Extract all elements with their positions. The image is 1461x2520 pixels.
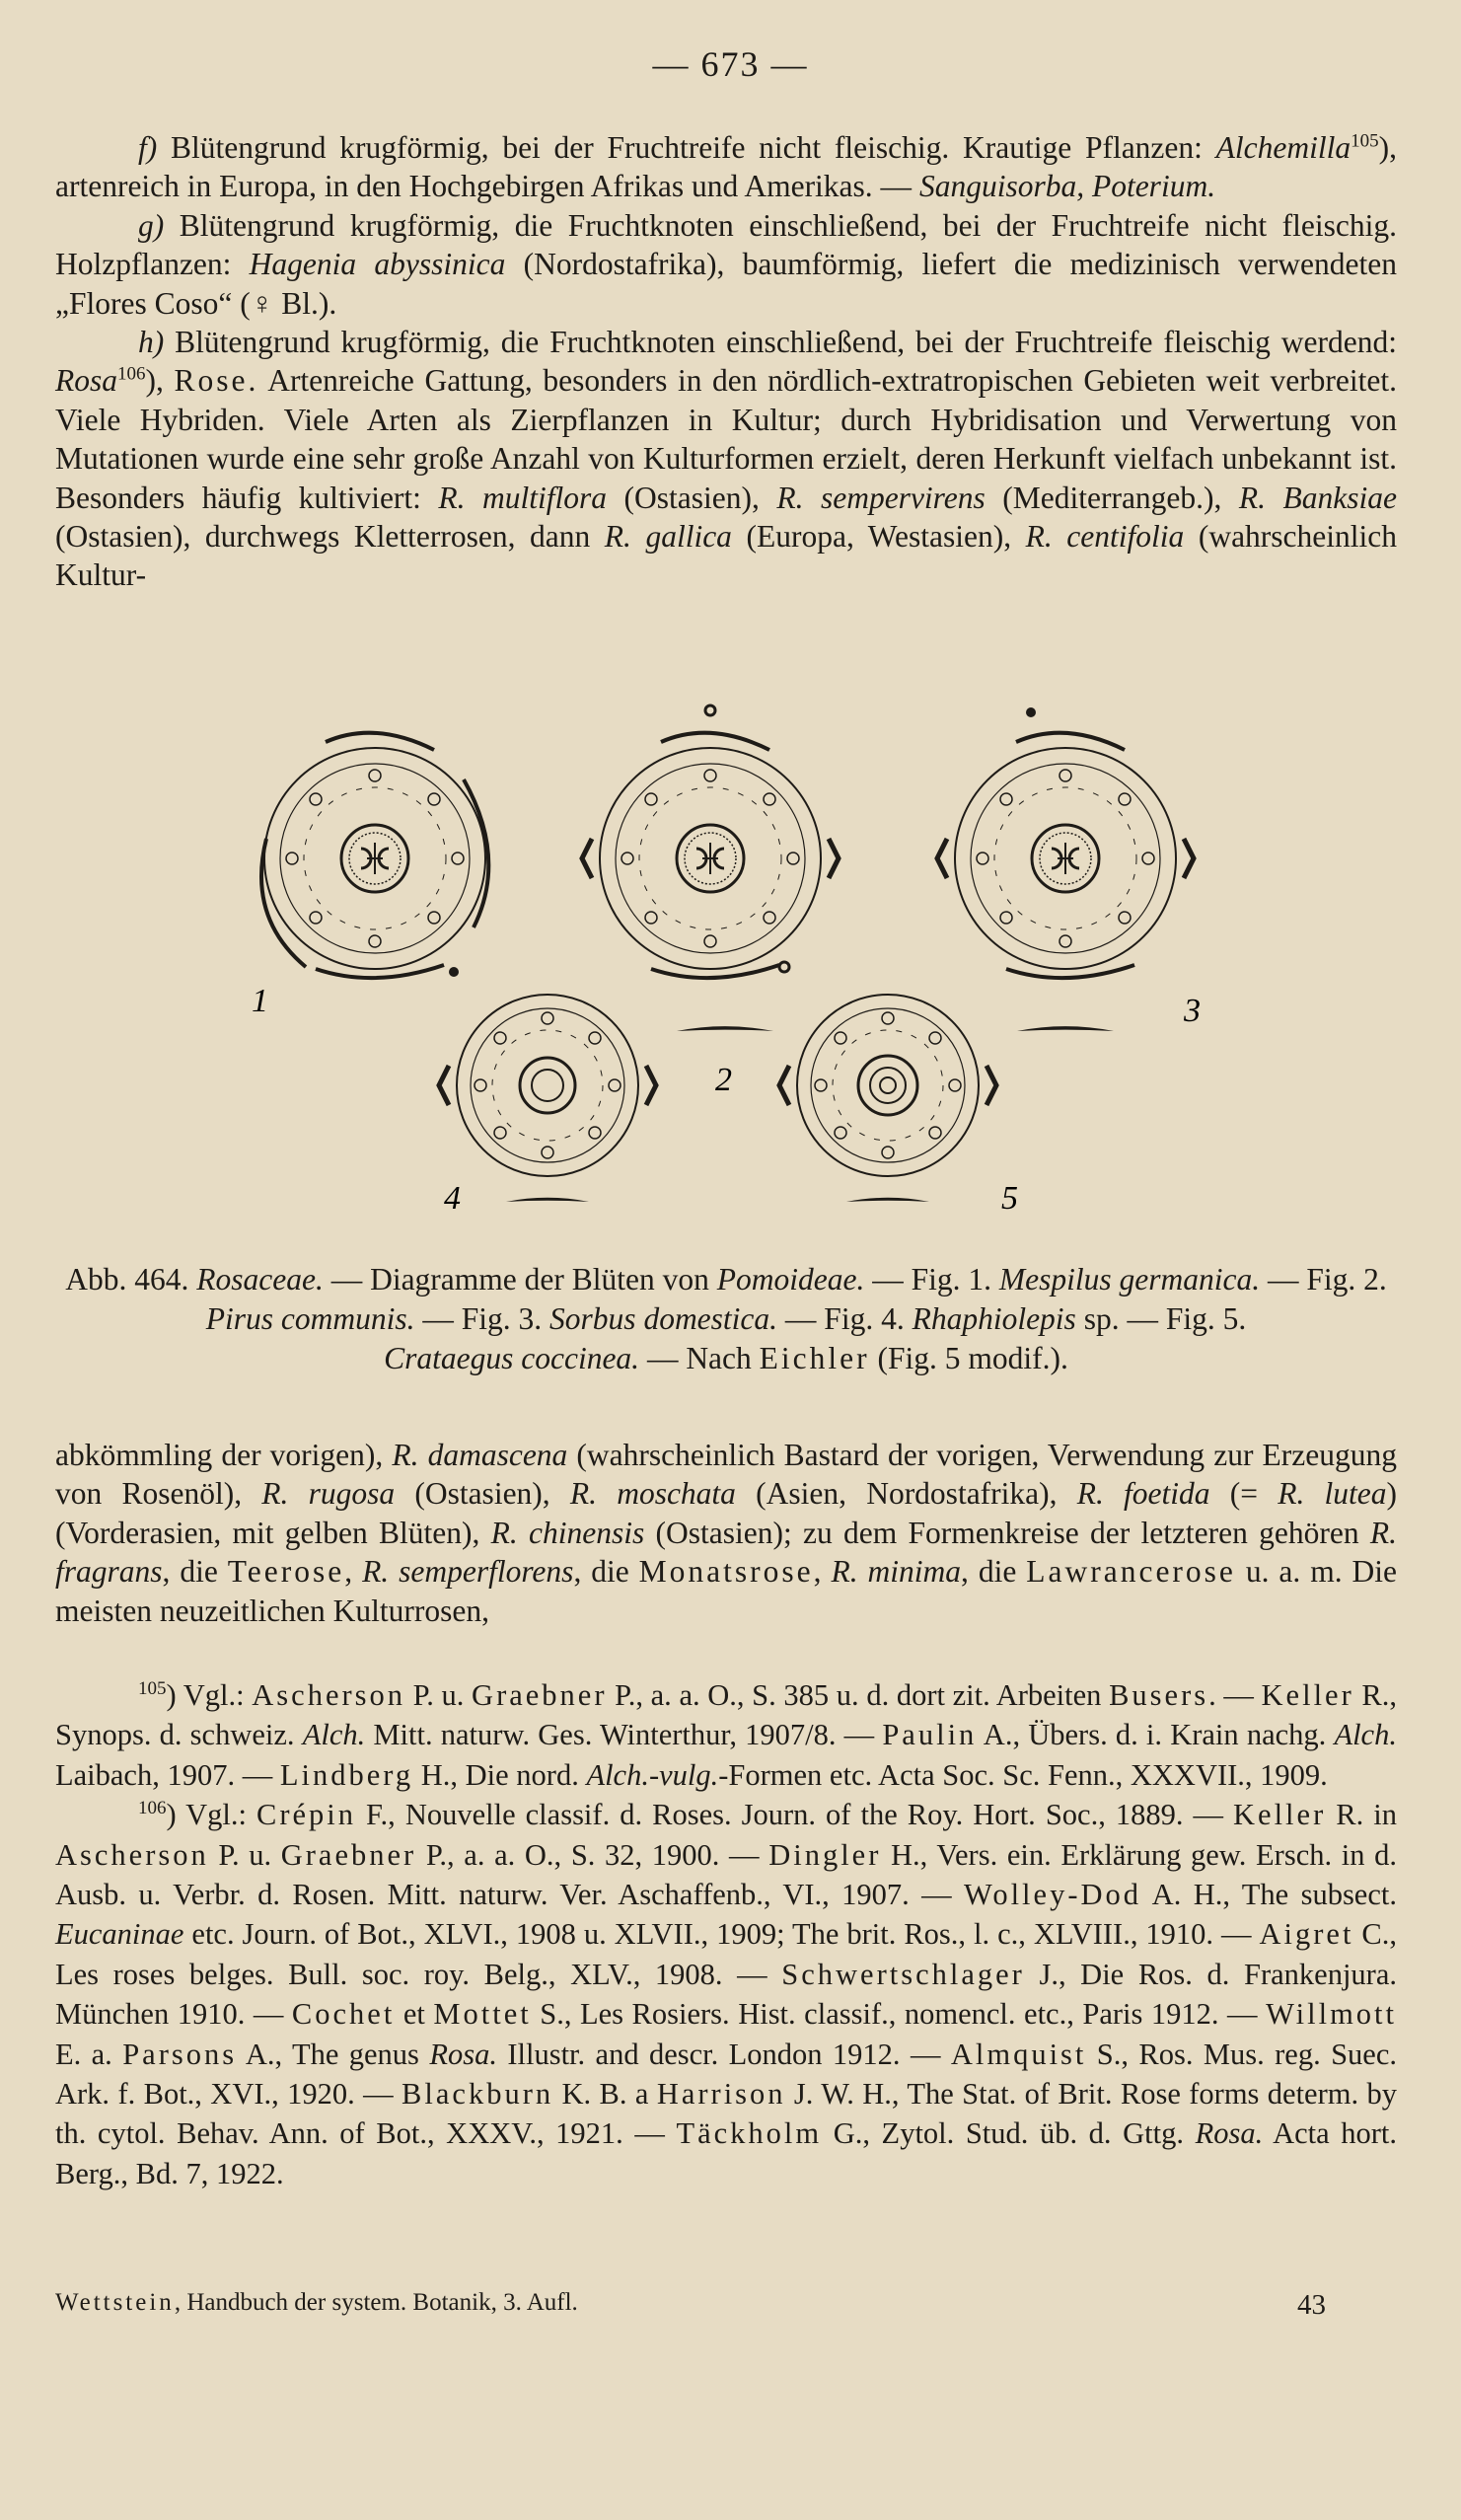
footer-author: Wettstein: [55, 2289, 175, 2316]
footer-book-title: , Handbuch der system. Botanik, 3. Aufl.: [174, 2289, 578, 2316]
diagram-3: [937, 707, 1194, 978]
figure-caption: Abb. 464. Rosaceae. — Diagramme der Blüten von Pomoideae. — Fig. 1. Mespilus germanica. — Fig. 2. Pirus communis. — Fig. 3. Sorbus domestica. — Fig. 4. Rhaphiolepis sp. — Fig. 5. Crataegus coccinea. — Nach Eichler (Fig. 5 modif.).: [65, 1262, 1387, 1375]
fig-label-2: 2: [715, 1062, 732, 1098]
page-footer: [55, 2289, 1397, 2321]
signature-mark: 43: [1297, 2289, 1326, 2321]
body-text-continued: [55, 1436, 1397, 1630]
diagram-2: [582, 705, 839, 978]
paragraph-h: h) Blütengrund krugförmig, die Fruchtknoten einschließend, bei der Fruchtreife fleischig werdend: Rosa$^{106}$), Rose. Artenreiche Gattung, besonders in den nördlich-extratropischen Gebieten weit verbreitet. Viele Hybriden. Viele Arten als Zierpflanzen in Kultur; durch Hybridisation und Verwertung von Mutationen wurde eine sehr große Anzahl von Kulturformen erzielt, deren Herkunft vielfach unbekannt ist. Besonders häufig kultiviert: R. multiflora (Ostasien), R. sempervirens (Mediterrangeb.), R. Banksiae (Ostasien), durchwegs Kletterrosen, dann R. gallica (Europa, Westasien), R. centifolia (wahrscheinlich Kultur-: [55, 325, 1398, 593]
page-number: — 673 —: [652, 44, 809, 84]
paragraph-continued: abkömmling der vorigen), R. damascena (wahrscheinlich Bastard der vorigen, Verwendung zur Erzeugung von Rosenöl), R. rugosa (Ostasien), R. moschata (Asien, Nordostafrika), R. foetida (= R. lutea) (Vorderasien, mit gelben Blüten), R. chinensis (Ostasien); zu dem Formenkreise der letzteren gehören R. fragrans, die Teerose, R. semperflorens, die Monatsrose, R. minima, die Lawrancerose u. a. m. Die meisten neuzeitlichen Kulturrosen,: [55, 1438, 1398, 1628]
flower-diagrams-figure: [197, 671, 1282, 1253]
fig-label-1: 1: [252, 983, 268, 1019]
paragraph-g: g) Blütengrund krugförmig, die Fruchtknoten einschließend, bei der Fruchtreife nicht fleischig. Holzpflanzen: Hagenia abyssinica (Nordostafrika), baumförmig, liefert die medizinisch verwendeten „Flores Coso“ (♀ Bl.).: [55, 207, 1397, 321]
floral-diagrams: [197, 671, 1282, 1253]
diagram-1: [261, 733, 488, 978]
footnotes: [55, 1675, 1397, 2193]
fig-label-3: 3: [1184, 993, 1201, 1029]
fig-label-5: 5: [1001, 1180, 1018, 1217]
body-text-top: [55, 128, 1397, 595]
paragraph-f: f) Blütengrund krugförmig, bei der Fruchtreife nicht fleischig. Krautige Pflanzen: Alchemilla$^{105}$), artenreich in Europa, in den Hochgebirgen Afrikas und Amerikas. — Sanguisorba, Poterium.: [55, 130, 1397, 204]
diagram-5: [779, 962, 1114, 1202]
fig-label-4: 4: [444, 1180, 461, 1217]
footnote-106: $^{106}$) Vgl.: Crépin F., Nouvelle classif. d. Roses. Journ. of the Roy. Hort. Soc., 1889. — Keller R. in Ascherson P. u. Graebner P., a. a. O., S. 32, 1900. — Dingler H., Vers. ein. Erklärung gew. Ersch. in d. Ausb. u. Verbr. d. Rosen. Mitt. naturw. Ver. Aschaffenb., VI., 1907. — Wolley-Dod A. H., The subsect. Eucaninae etc. Journ. of Bot., XLVI., 1908 u. XLVII., 1909; The brit. Ros., l. c., XLVIII., 1910. — Aigret C., Les roses belges. Bull. soc. roy. Belg., XLV., 1908. — Schwertschlager J., Die Ros. d. Frankenjura. München 1910. — Cochet et Mottet S., Les Rosiers. Hist. classif., nomencl. etc., Paris 1912. — Willmott E. a. Parsons A., The genus Rosa. Illustr. and descr. London 1912. — Almquist S., Ros. Mus. reg. Suec. Ark. f. Bot., XVI., 1920. — Blackburn K. B. a Harrison J. W. H., The Stat. of Brit. Rose forms determ. by th. cytol. Behav. Ann. of Bot., XXXV., 1921. — Täckholm G., Zytol. Stud. üb. d. Gttg. Rosa. Acta hort. Berg., Bd. 7, 1922.: [55, 1798, 1398, 2190]
footnote-105: $^{105}$) Vgl.: Ascherson P. u. Graebner P., a. a. O., S. 385 u. d. dort zit. Arbeiten Busers. — Keller R., Synops. d. schweiz. Alch. Mitt. naturw. Ges. Winterthur, 1907/8. — Paulin A., Übers. d. i. Krain nachg. Alch. Laibach, 1907. — Lindberg H., Die nord. Alch.-vulg.-Formen etc. Acta Soc. Sc. Fenn., XXXVII., 1909.: [55, 1677, 1397, 1792]
